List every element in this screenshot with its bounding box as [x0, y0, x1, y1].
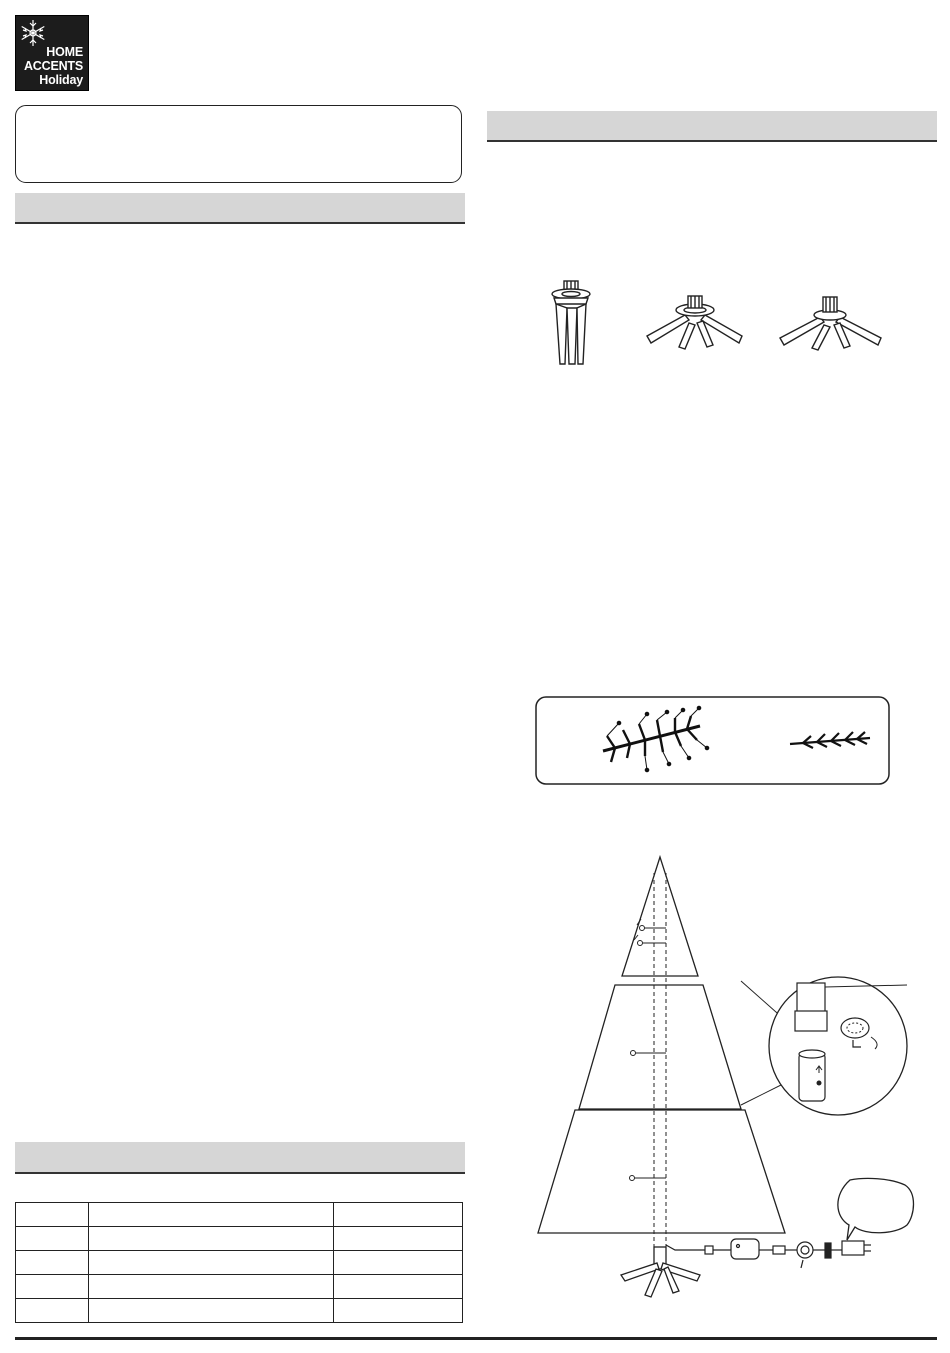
- table-cell: [88, 1203, 333, 1227]
- stake-stand-icon: [540, 278, 600, 370]
- small-stand-icon: [645, 293, 745, 351]
- table-cell: [16, 1227, 89, 1251]
- table-row: [16, 1203, 463, 1227]
- table-row: [16, 1227, 463, 1251]
- table-cell: [334, 1227, 463, 1251]
- table-cell: [88, 1227, 333, 1251]
- table-cell: [88, 1275, 333, 1299]
- table-cell: [334, 1203, 463, 1227]
- brand-line-holiday: Holiday: [39, 73, 83, 87]
- callout-bubble: [838, 1178, 914, 1240]
- brand-line-accents: ACCENTS: [23, 59, 83, 73]
- snowflake-icon: [18, 18, 48, 48]
- tree-assembly-diagram: [535, 855, 940, 1305]
- tree-bottom-section: [538, 1110, 785, 1233]
- table-row: [16, 1251, 463, 1275]
- table-cell: [88, 1299, 333, 1323]
- brand-logo: [15, 15, 89, 91]
- table-cell: [16, 1299, 89, 1323]
- table-cell: [16, 1275, 89, 1299]
- table-cell: [334, 1275, 463, 1299]
- power-adapter-icon: [825, 1241, 871, 1258]
- branch-fluffing-box: [535, 696, 891, 786]
- tree-top-section: [622, 857, 698, 976]
- parts-table: [15, 1202, 463, 1323]
- table-cell: [88, 1251, 333, 1275]
- table-cell: [334, 1299, 463, 1323]
- table-cell: [334, 1251, 463, 1275]
- section-header-parts: [15, 1142, 465, 1174]
- table-cell: [16, 1203, 89, 1227]
- brand-line-home: HOME: [46, 45, 83, 59]
- tree-stand: [621, 1247, 700, 1297]
- tree-middle-section: [579, 985, 741, 1109]
- section-header-right-top: [487, 111, 937, 142]
- table-row: [16, 1299, 463, 1323]
- table-cell: [16, 1251, 89, 1275]
- table-row: [16, 1275, 463, 1299]
- footer-rule: [15, 1337, 937, 1340]
- section-header-left-top: [15, 193, 465, 224]
- pole-connector-detail: [741, 977, 907, 1115]
- notice-box: [15, 105, 462, 183]
- large-stand-icon: [778, 293, 884, 351]
